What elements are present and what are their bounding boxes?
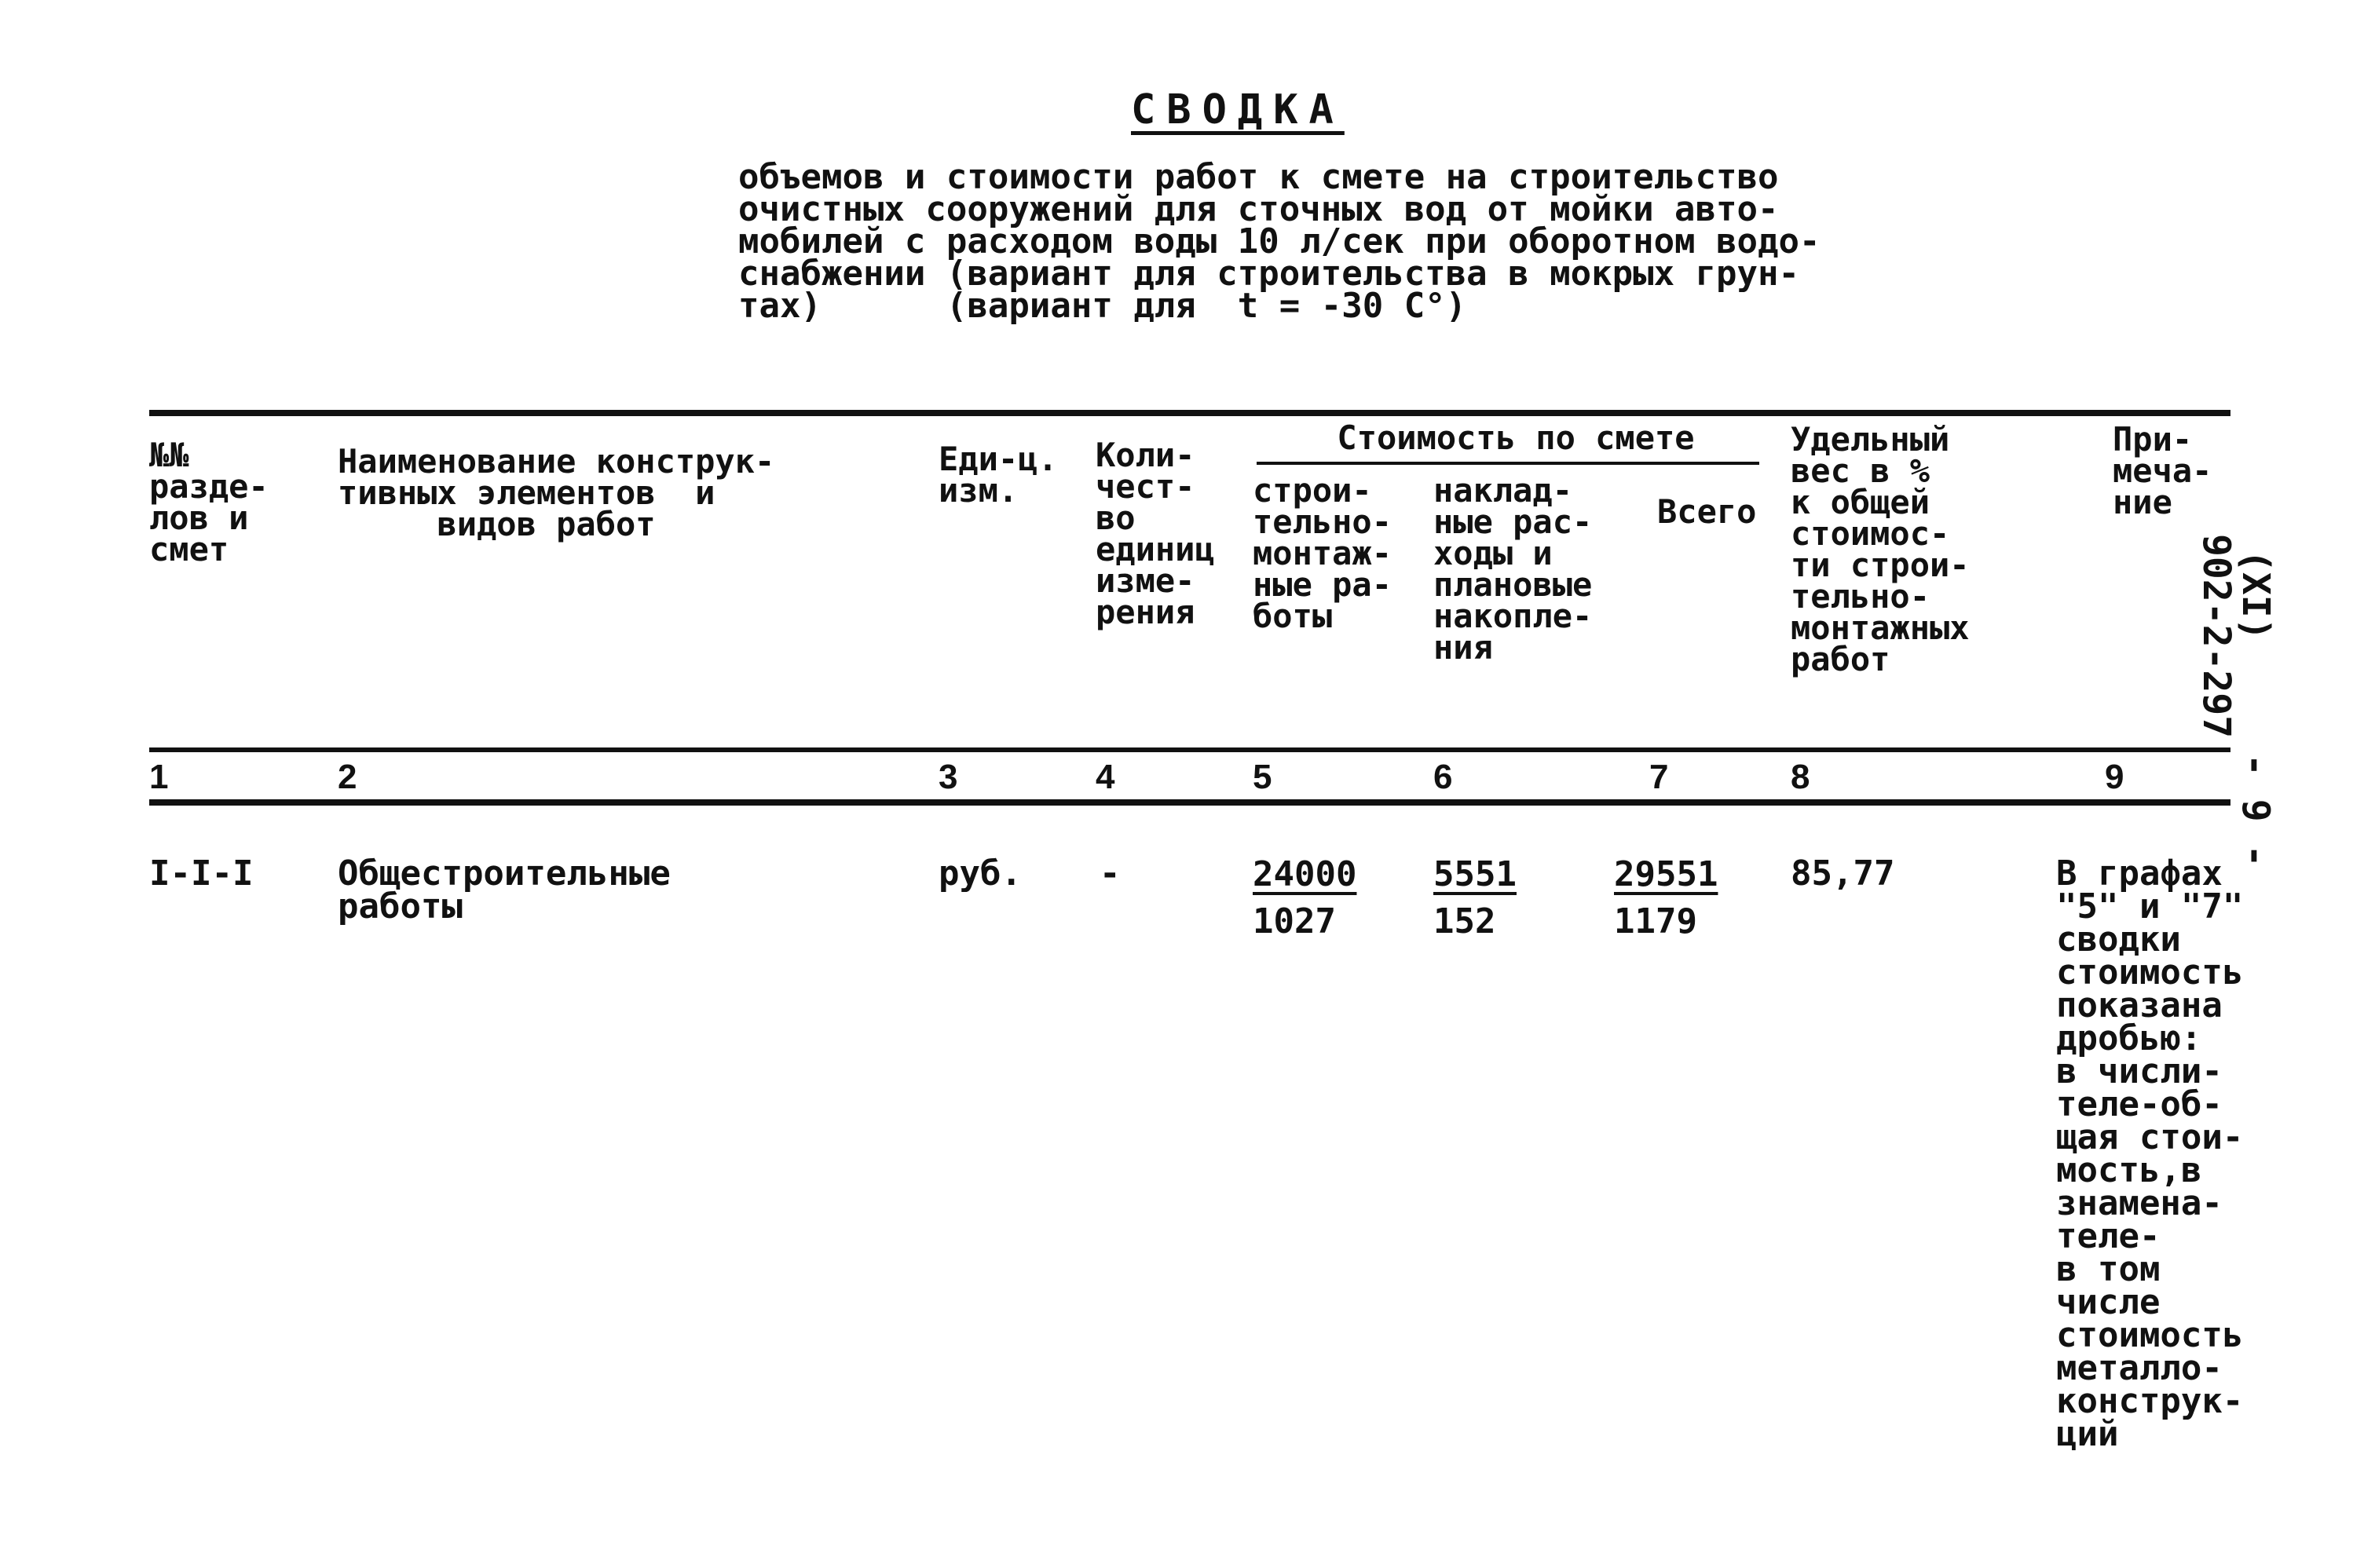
column-number: 6 bbox=[1433, 758, 1453, 796]
subtitle-line: мобилей с расходом воды 10 л/сек при оборотном водо- bbox=[738, 221, 1821, 261]
row-unit: руб. bbox=[939, 853, 1022, 894]
fraction-denominator: 152 bbox=[1433, 901, 1496, 941]
column-number: 1 bbox=[149, 758, 169, 796]
page-number-wrap bbox=[2234, 754, 2301, 868]
row-note: В графах "5" и "7" сводки стоимость показана дробью: в числи- теле-об- щая стои- мость,в знамена- теле- в том числе стоимость металло- конструк- ций bbox=[2055, 853, 2244, 1454]
header-section-number: №№ разде- лов и смет bbox=[149, 436, 269, 568]
column-number: 9 bbox=[2105, 758, 2124, 796]
document-title: СВОДКА bbox=[1131, 86, 1345, 133]
row-section-number: I-I-I bbox=[149, 853, 254, 894]
column-number: 3 bbox=[939, 758, 958, 796]
column-number: 7 bbox=[1649, 758, 1669, 796]
row-construction-cost bbox=[1253, 854, 1357, 941]
column-number: 2 bbox=[338, 758, 357, 796]
column-number-top-rule bbox=[149, 747, 2230, 752]
row-quantity: - bbox=[1100, 853, 1121, 894]
fraction-numerator: 24000 bbox=[1253, 854, 1357, 894]
row-weight-percent: 85,77 bbox=[1791, 853, 1895, 894]
table-top-rule bbox=[149, 410, 2230, 416]
fraction-numerator: 29551 bbox=[1614, 854, 1718, 894]
header-weight-percent: Удельный вес в % к общей стоимос- ти строи- тельно- монтажных работ bbox=[1791, 420, 1970, 678]
subtitle-line: снабжении (вариант для строительства в мокрых грун- bbox=[738, 254, 1800, 294]
header-construction-cost: строи- тельно- монтаж- ные ра- боты bbox=[1253, 471, 1392, 635]
roman-stamp-wrap bbox=[2234, 550, 2301, 707]
row-total-cost bbox=[1614, 854, 1718, 941]
header-name: Наименование конструк- тивных элементов и видов работ bbox=[338, 442, 775, 543]
header-unit: Еди-ц. изм. bbox=[939, 440, 1058, 510]
cost-group-rule bbox=[1257, 462, 1759, 465]
header-cost-group: Стоимость по смете bbox=[1337, 418, 1695, 457]
fraction-denominator: 1027 bbox=[1253, 901, 1336, 941]
fraction-numerator: 5551 bbox=[1433, 854, 1517, 894]
subtitle-line: очистных сооружений для сточных вод от мойки авто- bbox=[738, 189, 1779, 229]
project-code: 902-2-297 bbox=[2194, 534, 2238, 739]
fraction-denominator: 1179 bbox=[1614, 901, 1697, 941]
header-quantity: Коли- чест- во единиц изме- рения bbox=[1096, 436, 1215, 631]
column-number: 8 bbox=[1791, 758, 1810, 796]
row-overhead-cost bbox=[1433, 854, 1517, 941]
page-number: - 9 - bbox=[2234, 754, 2278, 868]
column-number: 5 bbox=[1253, 758, 1272, 796]
subtitle-line: объемов и стоимости работ к смете на строительство bbox=[738, 157, 1779, 197]
subtitle-line: тах) (вариант для t = -30 C°) bbox=[738, 286, 1467, 326]
header-total-cost: Всего bbox=[1657, 492, 1757, 531]
header-note: При- меча- ние bbox=[2113, 420, 2212, 521]
roman-section: (XI) bbox=[2234, 550, 2278, 641]
column-number: 4 bbox=[1096, 758, 1115, 796]
column-number-bottom-rule bbox=[149, 799, 2230, 806]
document-subtitle bbox=[738, 157, 1948, 326]
header-overhead-cost: наклад- ные рас- ходы и плановые накопле- ния bbox=[1433, 471, 1593, 667]
row-name: Общестроительные работы bbox=[338, 853, 671, 927]
